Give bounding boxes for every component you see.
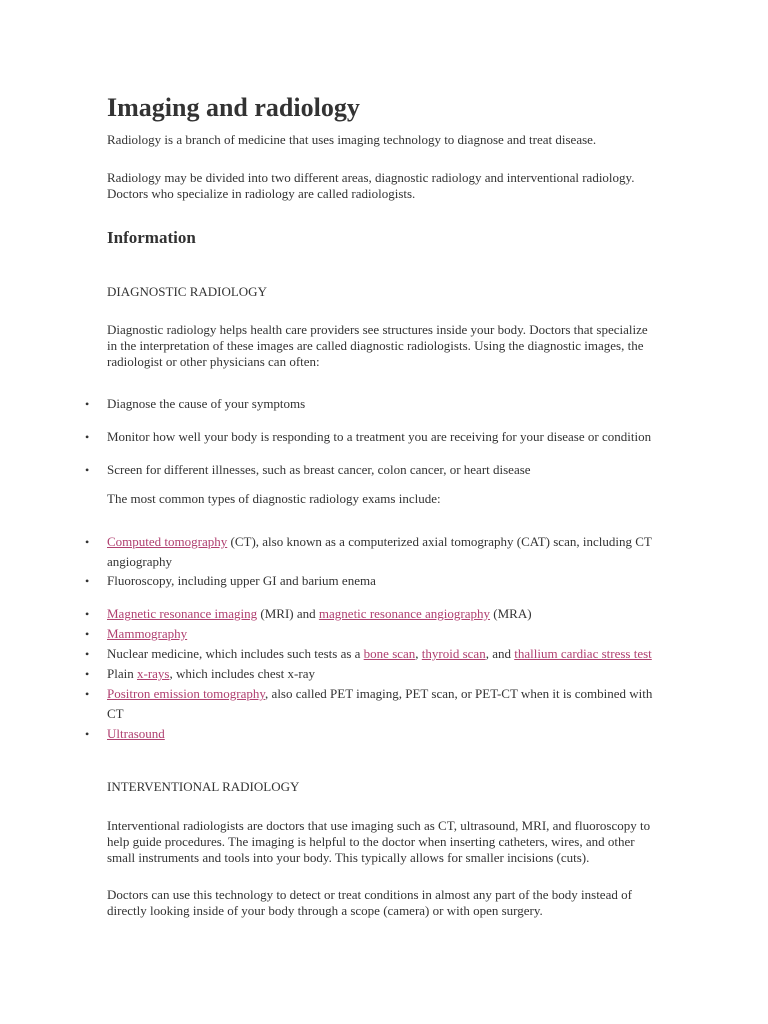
list-item-text: Fluoroscopy, including upper GI and barium enema [107, 573, 376, 588]
section-heading-information: Information [107, 228, 196, 247]
bullet-icon: • [85, 430, 90, 444]
interventional-paragraph-line: directly looking inside of your body through a scope (camera) or with open surgery. [107, 903, 543, 918]
link-ultrasound[interactable]: Ultrasound [107, 726, 165, 741]
interventional-paragraph-line: Doctors can use this technology to detect or treat conditions in almost any part of the body instead of [107, 887, 632, 902]
link-magnetic-resonance-angiography[interactable]: magnetic resonance angiography [318, 606, 491, 621]
list-item-pet [85, 684, 667, 724]
link-positron-emission-tomography[interactable]: Positron emission tomography [107, 686, 266, 701]
bullet-icon: • [85, 574, 90, 588]
list-item [85, 394, 667, 414]
list-item-fluoroscopy [85, 571, 667, 591]
link-mammography[interactable]: Mammography [107, 626, 188, 641]
intro-paragraph-2-line: Radiology may be divided into two different areas, diagnostic radiology and interventional radiology. [107, 170, 635, 185]
diagnostic-paragraph [107, 322, 667, 370]
intro-paragraph-2-line: Doctors who specialize in radiology are called radiologists. [107, 186, 416, 201]
interventional-paragraph-2 [107, 887, 667, 919]
list-item-text: Diagnose the cause of your symptoms [107, 396, 306, 411]
interventional-paragraph-line: help guide procedures. The imaging is helpful to the doctor when inserting catheters, wires, and other [107, 834, 635, 849]
page-title: Imaging and radiology [107, 93, 360, 122]
interventional-paragraph-line: small instruments and tools into your body. This typically allows for smaller incisions (cuts). [107, 850, 590, 865]
list-item-text: , [415, 646, 422, 661]
intro-paragraph-1: Radiology is a branch of medicine that uses imaging technology to diagnose and treat disease. [107, 132, 597, 147]
list-item-text: Nuclear medicine, which includes such tests as a [107, 646, 364, 661]
list-item-mri [85, 604, 667, 624]
interventional-paragraph-1 [107, 818, 667, 866]
list-item-text: Monitor how well your body is responding to a treatment you are receiving for your disease or condition [107, 429, 652, 444]
link-thyroid-scan[interactable]: thyroid scan [421, 646, 486, 661]
list-item-text: (MRI) and [257, 606, 319, 621]
list-item-text: Screen for different illnesses, such as breast cancer, colon cancer, or heart disease [107, 462, 531, 477]
diagnostic-paragraph-line: in the interpretation of these images are called diagnostic radiologists. Using the diagnostic images, the [107, 338, 644, 353]
list-item-xrays [85, 664, 667, 684]
list-item-nuclear-medicine [85, 644, 667, 664]
list-item-text: (MRA) [490, 606, 532, 621]
list-item-text: Plain [107, 666, 137, 681]
link-computed-tomography[interactable]: Computed tomography [107, 534, 228, 549]
subheading-interventional-radiology: INTERVENTIONAL RADIOLOGY [107, 779, 300, 794]
list-item-ct [85, 532, 667, 572]
list-item-text: (CT), also known as a computerized axial tomography (CAT) scan, including CT angiography [107, 534, 652, 569]
exams-intro: The most common types of diagnostic radiology exams include: [107, 491, 441, 506]
link-x-rays[interactable]: x-rays [136, 666, 170, 681]
list-item [85, 460, 667, 480]
list-item-mammography [85, 624, 667, 644]
interventional-paragraph-line: Interventional radiologists are doctors that use imaging such as CT, ultrasound, MRI, and fluoroscopy to [107, 818, 651, 833]
bullet-icon: • [85, 463, 90, 477]
link-magnetic-resonance-imaging[interactable]: Magnetic resonance imaging [107, 606, 258, 621]
link-thallium-cardiac-stress-test[interactable]: thallium cardiac stress test [514, 646, 652, 661]
bullet-icon: • [85, 627, 90, 641]
diagnostic-paragraph-line: Diagnostic radiology helps health care providers see structures inside your body. Doctors that specialize [107, 322, 648, 337]
bullet-icon: • [85, 607, 90, 621]
list-item-text: , also called PET imaging, PET scan, or PET-CT when it is combined with CT [107, 686, 653, 721]
bullet-icon: • [85, 667, 90, 681]
diagnostic-paragraph-line: radiologist or other physicians can often: [107, 354, 320, 369]
list-item-ultrasound [85, 724, 667, 744]
intro-paragraph-2 [107, 170, 667, 202]
bullet-icon: • [85, 535, 90, 549]
bullet-icon: • [85, 727, 90, 741]
bullet-icon: • [85, 397, 90, 411]
link-bone-scan[interactable]: bone scan [363, 646, 416, 661]
subheading-diagnostic-radiology: DIAGNOSTIC RADIOLOGY [107, 284, 267, 299]
list-item-text: , and [485, 646, 515, 661]
bullet-icon: • [85, 687, 90, 701]
bullet-icon: • [85, 647, 90, 661]
list-item-text: , which includes chest x-ray [169, 666, 315, 681]
list-item [85, 427, 667, 447]
